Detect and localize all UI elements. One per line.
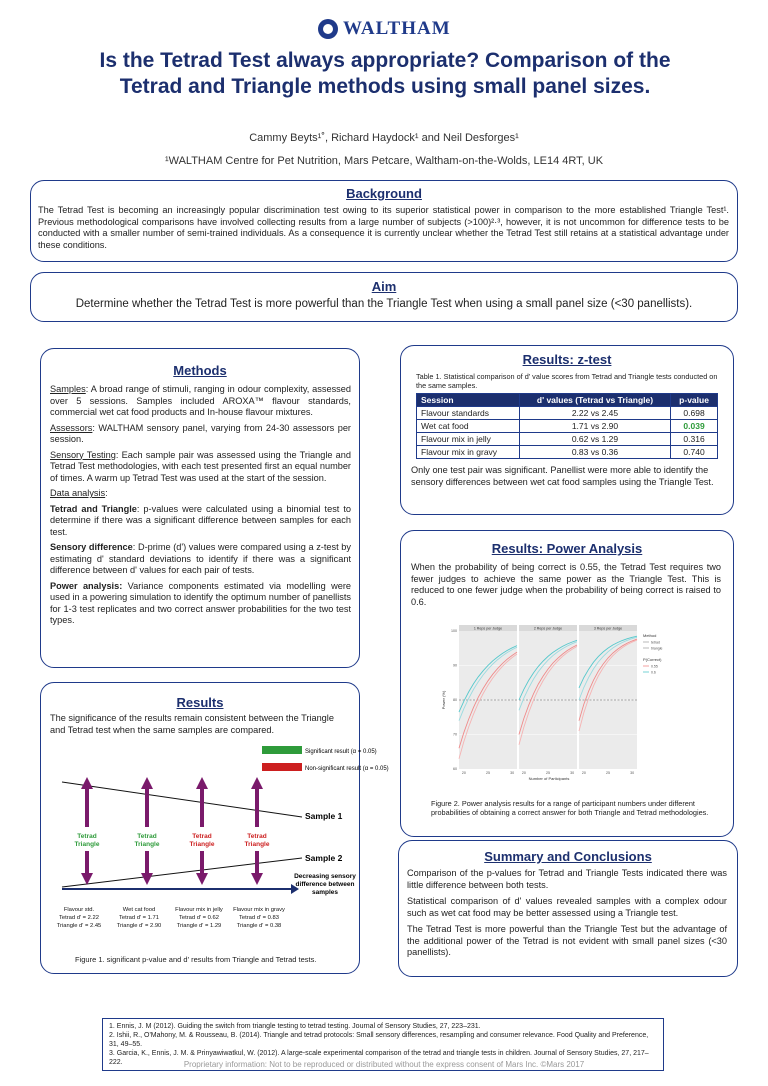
arrow-label-tetrad: Tetrad <box>192 833 212 840</box>
table-row <box>417 446 718 459</box>
power-title: Results: Power Analysis <box>491 541 643 556</box>
x-tick-label: 25 <box>486 771 490 775</box>
sample-label: Tetrad d' = 0.83 <box>239 915 279 921</box>
sample-label: Tetrad d' = 2.22 <box>59 915 99 921</box>
summary-p1: Comparison of the p-values for Tetrad and Triangle Tests indicated there was little difference between both tests. <box>407 868 727 890</box>
assessors-label: Assessors <box>50 422 93 433</box>
x-tick-label: 25 <box>606 771 610 775</box>
up-arrow-head <box>196 777 208 789</box>
x-tick-label: 30 <box>570 771 575 775</box>
table-cell: Wet cat food <box>417 420 520 433</box>
power-chart <box>433 623 673 793</box>
table-cell: 2.22 vs 2.45 <box>519 407 670 420</box>
table-cell: Flavour mix in jelly <box>417 433 520 446</box>
y-tick-label: 80 <box>453 698 457 703</box>
analysis-heading <box>50 488 351 500</box>
arrow-label-tetrad: Tetrad <box>247 833 267 840</box>
table-cell: 0.83 vs 0.36 <box>519 446 670 459</box>
ztest-header-dvalues: d' values (Tetrad vs Triangle) <box>519 394 670 407</box>
table-cell: 1.71 vs 2.90 <box>519 420 670 433</box>
ztest-header-pvalue: p-value <box>671 394 718 407</box>
y-axis-label: Power (%) <box>441 690 446 710</box>
samples-text: : A broad range of stimuli, ranging in odour complexity, assessed over 5 sessions. Samples included AROXA™ flavour standards, commercial wet cat food products and In-house flavour mixtures. <box>50 384 351 417</box>
affiliation: ¹WALTHAM Centre for Pet Nutrition, Mars Petcare, Waltham-on-the-Wolds, LE14 4RT, UK <box>164 155 604 167</box>
table-cell: 0.316 <box>671 433 718 446</box>
y-tick-label: 60 <box>453 767 457 772</box>
sample-label: Tetrad d' = 1.71 <box>119 915 159 921</box>
logo-text: WALTHAM <box>343 18 451 39</box>
power-box <box>400 530 734 837</box>
down-arrow-head <box>196 873 208 885</box>
y-tick-label: 70 <box>453 732 457 737</box>
down-arrow-head <box>141 873 153 885</box>
table-cell: 0.039 <box>671 420 718 433</box>
table-cell: Flavour standards <box>417 407 520 420</box>
sample1-line <box>62 782 302 817</box>
sample-label: Triangle d' = 1.29 <box>176 923 222 929</box>
pa-paragraph <box>50 581 351 627</box>
power-text: When the probability of being correct is 0.55, the Tetrad Test requires two fewer judges to achieve the same power as the Triangle Test. This is reduced to one fewer judge when the probability of being correct is raised to 0.6. <box>411 562 721 607</box>
authors: Cammy Beyts¹˚, Richard Haydock¹ and Neil Desforges¹ <box>249 132 519 144</box>
legend-p-title: P(Correct) <box>643 657 662 662</box>
methods-body <box>50 384 351 627</box>
x-tick-label: 20 <box>581 771 586 775</box>
arrow-label-tetrad: Tetrad <box>137 833 157 840</box>
facet-label: 3 Reps per Judge <box>593 626 623 631</box>
sample-label: Triangle d' = 0.38 <box>236 923 282 929</box>
legend-sig-swatch <box>262 746 302 754</box>
samples-group <box>57 907 285 929</box>
summary-body <box>407 868 727 959</box>
up-arrow-head <box>251 777 263 789</box>
reference-item: 3. Garcia, K., Ennis, J. M. & Prinyawiwatkul, W. (2012). A large-scale experimental comparison of the tetrad and triangle tests in children. Journal of Sensory Studies, 27, 217–222. <box>109 1050 649 1066</box>
up-arrow-head <box>141 777 153 789</box>
summary-box <box>398 840 738 977</box>
x-tick-label: 20 <box>521 771 526 775</box>
x-tick-label: 20 <box>461 771 466 775</box>
facet-label: 1 Reps per Judge <box>473 626 503 631</box>
methods-box <box>40 348 360 668</box>
background-title: Background <box>346 186 422 201</box>
sd-label: Sensory difference <box>50 542 133 552</box>
analysis-suffix: : <box>105 488 108 498</box>
ztest-title: Results: z-test <box>522 352 612 367</box>
footer: Proprietary information: Not to be reproduced or distributed without the express consent of Mars Inc. ©Mars 2017 <box>183 1060 585 1069</box>
sample-label: Wet cat food <box>122 907 156 913</box>
waltham-logo-icon <box>318 19 338 39</box>
aim-text: Determine whether the Tetrad Test is more powerful than the Triangle Test when using a small panel size (<30 panellists). <box>75 298 693 310</box>
power-caption: Figure 2. Power analysis results for a range of participant numbers under different probabilities of obtaining a correct answer for both Triangle and Tetrad methodologies. <box>431 799 709 817</box>
tt-label: Tetrad and Triangle <box>50 503 137 514</box>
testing-text: : Each sample pair was assessed using the Triangle and Tetrad Test methodologies, with each test presented first an equal number of times. A warm up Tetrad Test was used at the start of the session. <box>50 449 352 483</box>
arrow-label-triangle: Triangle <box>74 841 100 848</box>
tt-text: : p-values were calculated using a binomial test to determine if there was a significant difference between samples for each test. <box>50 503 351 537</box>
reference-item: 2. Ishii, R., O'Mahony, M. & Rousseau, B. (2014). Triangle and tetrad protocols: Small sensory differences, resampling and consumer relevance. Food Quality and Preference, 31, 49–55. <box>109 1032 649 1048</box>
background-text: The Tetrad Test is becoming an increasingly popular discrimination test owing to its superior statistical power in comparison to the more established Triangle Test¹. Previous methodological comparisons have involved collecting results from a large number of subjects (>100)²·³, however, it is not uncommon for difference tests to be conducted with a smaller number of semi-trained individuals. As a consequence it is currently unclear whether the Tetrad Test still retains at a statistical advantage under these conditions. <box>38 205 729 250</box>
sample2-line <box>62 858 302 887</box>
arrows-group <box>75 777 270 885</box>
sd-text: : D-prime (d') values were compared using a z-test by estimating d' standard deviations to identify if there was a significant difference between d' values for each pair of tests. <box>50 542 351 575</box>
legend-label: tetrad <box>651 640 660 645</box>
aim-title: Aim <box>371 279 397 294</box>
y-tick-label: 90 <box>453 663 457 668</box>
legend-nonsig-label: Non-significant result (α = 0.05) <box>305 766 389 772</box>
pa-text: Variance components estimated via modelling were used in a powering simulation to identify the optimum number of panellists for 1-3 test replicates and two correct answer probabilities for the two test types. <box>50 580 351 625</box>
legend-title: Method <box>643 633 657 638</box>
samples-label: Samples <box>50 384 86 394</box>
assessors-paragraph <box>50 423 351 446</box>
x-tick-label: 30 <box>630 771 635 775</box>
ztest-header-session: Session <box>417 394 520 407</box>
results-box <box>40 682 389 974</box>
results-figure <box>47 739 389 949</box>
testing-paragraph <box>50 450 351 485</box>
samples-paragraph <box>50 384 351 419</box>
sample-label: Triangle d' = 2.45 <box>56 923 102 929</box>
ztest-table <box>416 393 718 459</box>
background-box <box>30 180 738 262</box>
sample2-label: Sample 2 <box>305 853 343 863</box>
waltham-logo <box>318 18 451 40</box>
methods-title: Methods <box>173 363 227 378</box>
ztest-header-row <box>417 394 718 407</box>
table-cell: 0.698 <box>671 407 718 420</box>
sample-label: Tetrad d' = 0.62 <box>179 915 219 921</box>
results-caption: Figure 1. significant p-value and d' results from Triangle and Tetrad tests. <box>75 955 317 964</box>
legend-sig-label: Significant result (α = 0.05) <box>305 749 377 755</box>
summary-p3: The Tetrad Test is more powerful than the Triangle Test but the advantage of the additional power of the Tetrad is not evident with small panel sizes (<30 panellists). <box>407 924 727 957</box>
down-arrow-head <box>251 873 263 885</box>
aim-box <box>30 272 738 322</box>
sample-label: Flavour mix in gravy <box>233 907 285 913</box>
analysis-label: Data analysis <box>50 488 106 498</box>
poster-title: Is the Tetrad Test always appropriate? Comparison of the Tetrad and Triangle methods using small panel sizes. <box>99 49 671 98</box>
tt-paragraph <box>50 504 351 539</box>
summary-p2: Statistical comparison of d' values revealed samples with a complex odour such as wet cat food may be better assessed using a Triangle test. <box>407 896 727 918</box>
legend-label: triangle <box>651 646 663 651</box>
sample-label: Triangle d' = 2.90 <box>116 923 162 929</box>
facet-label: 2 Reps per Judge <box>533 626 563 631</box>
arrow-label-triangle: Triangle <box>134 841 160 848</box>
legend-nonsig-swatch <box>262 763 302 771</box>
results-text: The significance of the results remain consistent between the Triangle and Tetrad test when the same samples are compared. <box>50 713 334 735</box>
pa-label: Power analysis: <box>50 580 123 591</box>
assessors-text: : WALTHAM sensory panel, varying from 24-30 assessors per session. <box>50 422 351 444</box>
arrow-label-triangle: Triangle <box>244 841 270 848</box>
results-title: Results <box>176 695 224 710</box>
table-row <box>417 407 718 420</box>
sd-paragraph <box>50 542 351 577</box>
x-tick-label: 30 <box>510 771 515 775</box>
sample-label: Flavour std. <box>63 907 95 913</box>
sample-label: Flavour mix in jelly <box>175 907 223 913</box>
table-cell: 0.62 vs 1.29 <box>519 433 670 446</box>
legend-label: 0.55 <box>651 664 658 669</box>
ztest-text: Only one test pair was significant. Panellist were more able to identify the sensory differences between wet cat food samples using the Triangle Test. <box>411 465 714 487</box>
arrow-label-triangle: Triangle <box>189 841 215 848</box>
legend-label: 0.6 <box>651 670 656 675</box>
table-cell: Flavour mix in gravy <box>417 446 520 459</box>
table-row <box>417 420 718 433</box>
ztest-box <box>400 345 734 515</box>
summary-title: Summary and Conclusions <box>484 849 652 864</box>
table-cell: 0.740 <box>671 446 718 459</box>
reference-item: 1. Ennis, J. M (2012). Guiding the switch from triangle testing to tetrad testing. Journal of Sensory Studies, 27, 223–231. <box>109 1023 481 1030</box>
ztest-caption: Table 1. Statistical comparison of d' value scores from Tetrad and Triangle tests conducted on the same samples. <box>416 372 718 390</box>
arrow-label-tetrad: Tetrad <box>77 833 97 840</box>
x-tick-label: 25 <box>546 771 550 775</box>
sample1-label: Sample 1 <box>305 811 343 821</box>
up-arrow-head <box>81 777 93 789</box>
decreasing-label: Decreasing sensory difference between samples <box>294 873 356 896</box>
x-axis-label: Number of Participants <box>528 776 570 781</box>
y-tick-label: 100 <box>451 629 457 634</box>
testing-label: Sensory Testing <box>50 449 116 460</box>
table-row <box>417 433 718 446</box>
